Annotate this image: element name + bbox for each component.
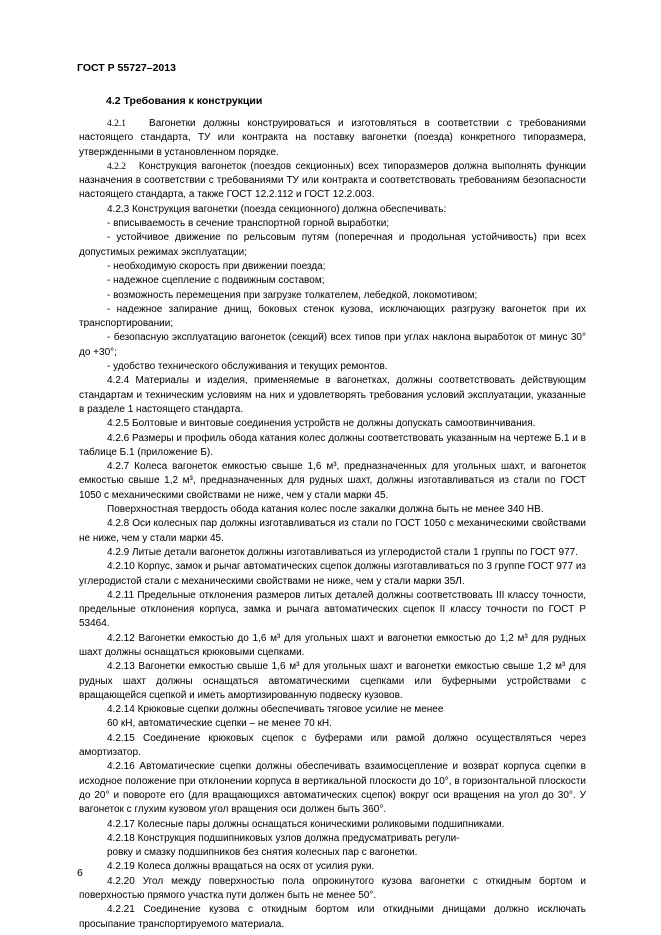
paragraph: 4.2.18 Конструкция подшипниковых узлов должна предусматривать регули-: [107, 832, 460, 844]
paragraph: 4.2.20 Угол между поверхностью пола опрокинутого кузова вагонетки с откидным бортом и поверхностью прямого участка пути должен быть не менее 50°.: [79, 875, 586, 902]
list-item: - надежное запирание днищ, боковых стенок кузова, исключающих разгрузку вагонеток при их транспортировании;: [79, 303, 586, 330]
body-text: [79, 117, 586, 932]
standard-code: ГОСТ Р 55727–2013: [77, 62, 176, 74]
paragraph: 4.2.17 Колесные пары должны оснащаться коническими роликовыми подшипниками.: [107, 818, 505, 830]
paragraph-number: 4.2.1: [107, 119, 126, 129]
paragraph: 4.2.3 Конструкция вагонетки (поезда секционного) должна обеспечивать:: [107, 203, 447, 215]
paragraph: 4.2.21 Соединение кузова с откидным бортом или откидными днищами должно исключать просыпание транспортируемого материала.: [79, 904, 586, 930]
paragraph: 4.2.15 Соединение крюковых сцепок с буферами или рамой должно осуществляться через амортизатор.: [79, 732, 586, 759]
list-item: - удобство технического обслуживания и текущих ремонтов.: [107, 361, 388, 373]
list-item: - вписываемость в сечение транспортной горной выработки;: [107, 218, 390, 230]
paragraph: 4.2.9 Литые детали вагонеток должны изготавливаться из углеродистой стали 1 группы по ГОСТ 977.: [107, 546, 579, 558]
paragraph: 4.2.13 Вагонетки емкостью свыше 1,6 м³ для угольных шахт и вагонетки емкостью свыше 1,2 м³ для рудных шахт должны оснащаться автоматическими сцепками или буферными устройствами с вращающейся сцепкой и иметь амортизированную подвеску кузовов.: [79, 661, 586, 701]
page-number: 6: [77, 867, 83, 879]
paragraph: 4.2.10 Корпус, замок и рычаг автоматических сцепок должны изготавливаться по 3 группе ГОСТ 977 из углеродистой стали с механическими свойствами не ниже, чем у стали марки 35Л.: [79, 561, 586, 587]
list-item: - возможность перемещения при загрузке толкателем, лебедкой, локомотивом;: [107, 289, 478, 301]
paragraph: Поверхностная твердость обода катания колес после закалки должна быть не менее 340 НВ.: [107, 504, 544, 516]
paragraph: 4.2.8 Оси колесных пар должны изготавливаться из стали по ГОСТ 1050 с механическими свойствами не ниже, чем у стали марки 45.: [79, 518, 586, 544]
paragraph: 4.2.14 Крюковые сцепки должны обеспечивать тяговое усилие не менее: [107, 704, 444, 716]
paragraph: 4.2.12 Вагонетки емкостью до 1,6 м³ для угольных шахт и вагонетки емкостью до 1,2 м³ для рудных шахт должны оснащаться крюковыми сцепками.: [79, 632, 586, 658]
paragraph: ровку и смазку подшипников без снятия колесных пар с вагонетки.: [107, 847, 418, 859]
list-item: - необходимую скорость при движении поезда;: [107, 260, 326, 272]
paragraph: 4.2.4 Материалы и изделия, применяемые в вагонетках, должны соответствовать действующим стандартам и техническим условиям на них и удовлетворять требования условий эксплуатации, указанные в разделе 1 настоящего стандарта.: [79, 375, 586, 415]
paragraph: 4.2.19 Колеса должны вращаться на осях от усилия руки.: [107, 861, 375, 873]
list-item: - безопасную эксплуатацию вагонеток (секций) всех типов при углах наклона выработок от минус 30° до +30°;: [79, 332, 586, 358]
list-item: - надежное сцепление с подвижным составом;: [107, 275, 325, 287]
list-item: - устойчивое движение по рельсовым путям (поперечная и продольная устойчивость) при всех допустимых режимах эксплуатации;: [79, 232, 586, 258]
paragraph: 4.2.1 Вагонетки должны конструироваться и изготовляться в соответствии с требованиями настоящего стандарта, ТУ или контракта на поставку вагонетки (поезда) конкретного типоразмера, утвержденными в установленном порядке.: [79, 118, 586, 158]
paragraph: 4.2.16 Автоматические сцепки должны обеспечивать взаимосцепление и возврат корпуса сцепки в исходное положение при отклонении корпуса в вертикальной плоскости до 10°, в горизонтальной плоскости до 20° и повороте его (для вращающихся автоматических сцепок) вокруг оси вращения на угол до 30°. У вагонеток с глухим кузовом угол вращения оси должен быть 360°.: [79, 761, 586, 816]
paragraph-number: 4.2.2: [107, 161, 126, 172]
paragraph: 4.2.7 Колеса вагонеток емкостью свыше 1,6 м³, предназначенных для угольных шахт, и вагонеток емкостью свыше 1,2 м³, предназначенных для рудных шахт, должны изготавливаться из стали по ГОСТ 1050 с механическими свойствами не ниже, чем у стали марки 45.: [79, 461, 586, 501]
paragraph: 4.2.5 Болтовые и винтовые соединения устройств не должны допускать самоотвинчивания.: [107, 418, 536, 430]
paragraph: 4.2.2 Конструкция вагонеток (поездов секционных) всех типоразмеров должна выполнять функции назначения в соответствии с требованиями ТУ или контракта и соответствовать требованиям безопасности настоящего стандарта, а также ГОСТ 12.2.112 и ГОСТ 12.2.003.: [79, 160, 586, 201]
paragraph: 60 кН, автоматические сцепки – не менее 70 кН.: [107, 718, 332, 730]
section-title: 4.2 Требования к конструкции: [106, 95, 263, 107]
paragraph: 4.2.11 Предельные отклонения размеров литых деталей должны соответствовать III классу точности, предельные отклонения корпуса, замка и рычага автоматических сцепок II классу точности по ГОСТ Р 53464.: [79, 589, 586, 630]
paragraph: 4.2.6 Размеры и профиль обода катания колес должны соответствовать указанным на чертеже Б.1 и в таблице Б.1 (приложение Б).: [79, 432, 586, 458]
